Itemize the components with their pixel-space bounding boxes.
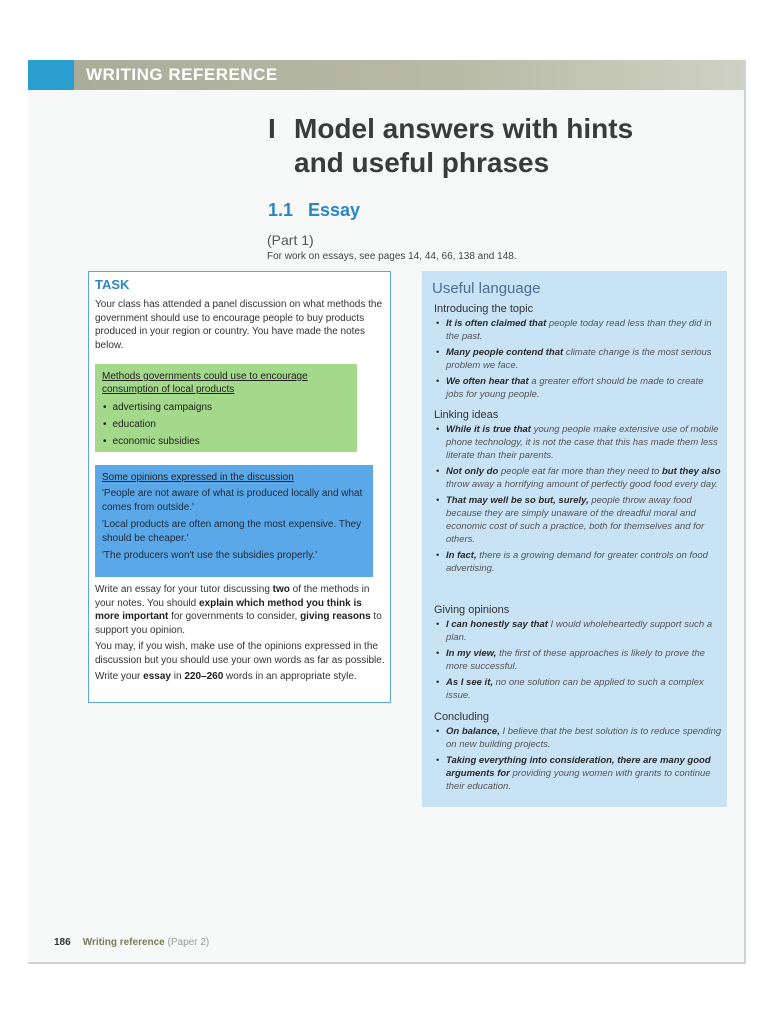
header-accent-block <box>28 60 74 90</box>
list-item: • education <box>103 416 212 433</box>
page-footer <box>54 937 209 948</box>
useful-language-title: Useful language <box>432 280 541 297</box>
list-item: • We often hear that a greater effort should be made to create jobs for young people. <box>434 375 722 401</box>
opinion-quote: 'The producers won't use the subsidies properly.' <box>102 550 318 561</box>
section-number: 1.1 <box>268 200 294 220</box>
list-item: • As I see it, no one solution can be applied to such a complex issue. <box>434 676 722 702</box>
list-item: • While it is true that young people make extensive use of mobile phone technology, it is not the case that this has made them less literate than their parents. <box>434 423 722 462</box>
footer-section: Writing reference <box>82 937 165 948</box>
list-item: • Taking everything into consideration, there are many good arguments for providing young women with grants to continue their education. <box>434 754 722 793</box>
instruction-paragraph: Write your essay in 220–260 words in an appropriate style. <box>95 671 357 682</box>
part-label: (Part 1) <box>267 232 314 248</box>
useful-language-box <box>422 271 727 807</box>
list-item: • That may well be so but, surely, people throw away food because they are simply unaware of the dreadful moral and economic cost of such a practice, both for themselves and for others. <box>434 494 722 546</box>
opinion-quote: 'People are not aware of what is produced locally and what comes from outside.' <box>102 488 363 513</box>
opinions-notes <box>95 465 373 577</box>
instruction-paragraph: You may, if you wish, make use of the opinions expressed in the discussion but you should use your own words as far as possible. <box>95 641 385 666</box>
list-item: • advertising campaigns <box>103 399 212 416</box>
chapter-title-line1: Model answers with hints <box>294 113 634 144</box>
section-title <box>268 200 360 221</box>
section-name: Essay <box>308 200 361 220</box>
list-item: • Many people contend that climate change is the most serious problem we face. <box>434 346 722 372</box>
methods-title: Methods governments could use to encourage consumption of local products <box>102 371 308 395</box>
group-heading: Giving opinions <box>434 604 510 616</box>
list-item: • Not only do people eat far more than they need to but they also throw away a horrifying amount of perfectly good food every day. <box>434 465 722 491</box>
header-title: WRITING REFERENCE <box>86 65 278 84</box>
concluding-group <box>434 711 722 796</box>
task-box <box>88 271 391 703</box>
page-number: 186 <box>54 937 71 948</box>
footer-paper: (Paper 2) <box>167 937 210 948</box>
group-heading: Linking ideas <box>434 409 499 421</box>
list-item: • I can honestly say that I would wholeheartedly support such a plan. <box>434 618 722 644</box>
book-page <box>28 60 746 964</box>
instruction-paragraph: Write an essay for your tutor discussing two of the methods in your notes. You should explain which method you think is more important for governments to consider, giving reasons to support you opinion. <box>95 584 382 636</box>
chapter-title-line2: and useful phrases <box>294 147 550 178</box>
introducing-topic-group <box>434 303 722 404</box>
page-references: For work on essays, see pages 14, 44, 66, 138 and 148. <box>267 251 517 262</box>
task-instructions <box>95 583 385 687</box>
opinions-title: Some opinions expressed in the discussion <box>102 472 294 483</box>
header-bar <box>28 60 744 90</box>
opinion-quote: 'Local products are often among the most expensive. They should be cheaper.' <box>102 519 362 544</box>
chapter-number: I <box>268 113 276 144</box>
task-title: TASK <box>95 277 130 292</box>
group-heading: Concluding <box>434 711 490 723</box>
methods-notes <box>95 364 357 452</box>
list-item: • In my view, the first of these approaches is likely to prove the more successful. <box>434 647 722 673</box>
list-item: • economic subsidies <box>103 433 212 450</box>
task-intro: Your class has attended a panel discussion on what methods the government should use to encourage people to buy products produced in your region or country. You have made the notes below. <box>95 299 383 351</box>
group-heading: Introducing the topic <box>434 303 534 315</box>
methods-list <box>103 399 212 450</box>
list-item: • In fact, there is a growing demand for greater controls on food advertising. <box>434 549 722 575</box>
linking-ideas-group <box>434 409 722 578</box>
list-item: • It is often claimed that people today read less than they did in the past. <box>434 317 722 343</box>
list-item: • On balance, I believe that the best solution is to reduce spending on new building projects. <box>434 725 722 751</box>
opinions-list <box>102 487 370 566</box>
chapter-title <box>268 112 728 180</box>
giving-opinions-group <box>434 604 722 705</box>
